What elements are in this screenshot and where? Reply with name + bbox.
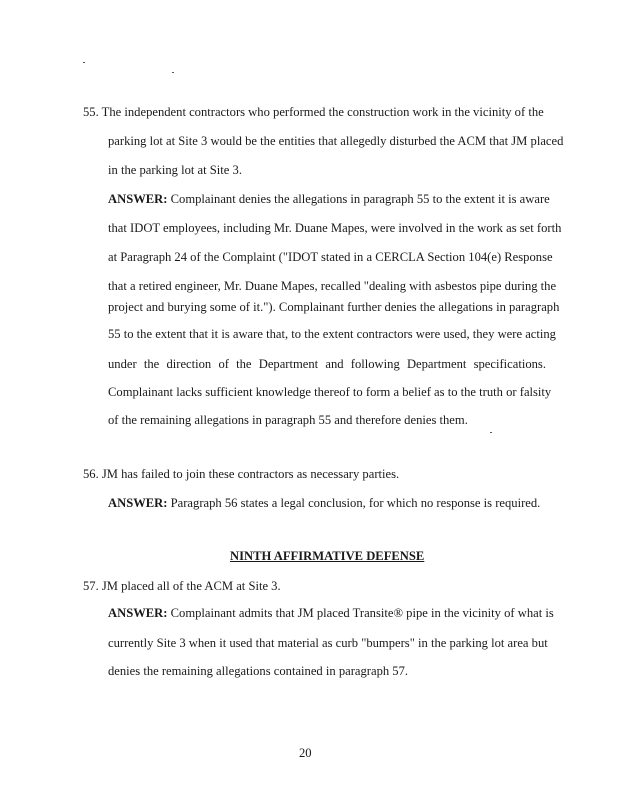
para55-line-1: 55. The independent contractors who performed the construction work in the vicinity of the [83, 105, 544, 119]
para55-answer-line-1 [108, 191, 550, 207]
para55-line-2: parking lot at Site 3 would be the entities that allegedly disturbed the ACM that JM placed [108, 134, 564, 148]
scan-speck [83, 62, 85, 63]
para56-answer-first: Paragraph 56 states a legal conclusion, for which no response is required. [170, 496, 541, 510]
para55-line-3: in the parking lot at Site 3. [108, 163, 242, 177]
para57-answer-line-3: denies the remaining allegations contained in paragraph 57. [108, 664, 409, 678]
para55-answer-first: Complainant denies the allegations in paragraph 55 to the extent it is aware [170, 192, 550, 206]
para55-answer-line-9: of the remaining allegations in paragraph 55 and therefore denies them. [108, 413, 468, 427]
para55-answer-line-4: that a retired engineer, Mr. Duane Mapes, recalled "dealing with asbestos pipe during the [108, 279, 557, 293]
answer-label: ANSWER: [108, 496, 168, 510]
scan-speck [490, 432, 492, 433]
answer-label: ANSWER: [108, 192, 168, 206]
para55-answer-line-3: at Paragraph 24 of the Complaint ("IDOT stated in a CERCLA Section 104(e) Response [108, 250, 553, 264]
para55-answer-line-6: 55 to the extent that it is aware that, to the extent contractors were used, they were acting [108, 327, 556, 341]
para55-answer-line-7: under the direction of the Department and following Department specifications. [108, 357, 546, 371]
para57-answer-line-1 [108, 605, 554, 621]
answer-label: ANSWER: [108, 606, 168, 620]
para57-answer-first: Complainant admits that JM placed Transite® pipe in the vicinity of what is [170, 606, 554, 620]
para55-answer-line-8: Complainant lacks sufficient knowledge thereof to form a belief as to the truth or falsity [108, 385, 552, 399]
para55-answer-line-5: project and burying some of it."). Complainant further denies the allegations in paragraph [108, 300, 560, 314]
scan-speck [172, 72, 174, 73]
para57-answer-line-2: currently Site 3 when it used that material as curb "bumpers" in the parking lot area but [108, 636, 548, 650]
para55-answer-line-2: that IDOT employees, including Mr. Duane Mapes, were involved in the work as set forth [108, 221, 562, 235]
para57-text: 57. JM placed all of the ACM at Site 3. [83, 579, 281, 593]
page-number: 20 [299, 746, 312, 760]
para56-text: 56. JM has failed to join these contractors as necessary parties. [83, 467, 400, 481]
para56-answer-line-1 [108, 495, 540, 511]
section-heading: NINTH AFFIRMATIVE DEFENSE [230, 549, 425, 563]
